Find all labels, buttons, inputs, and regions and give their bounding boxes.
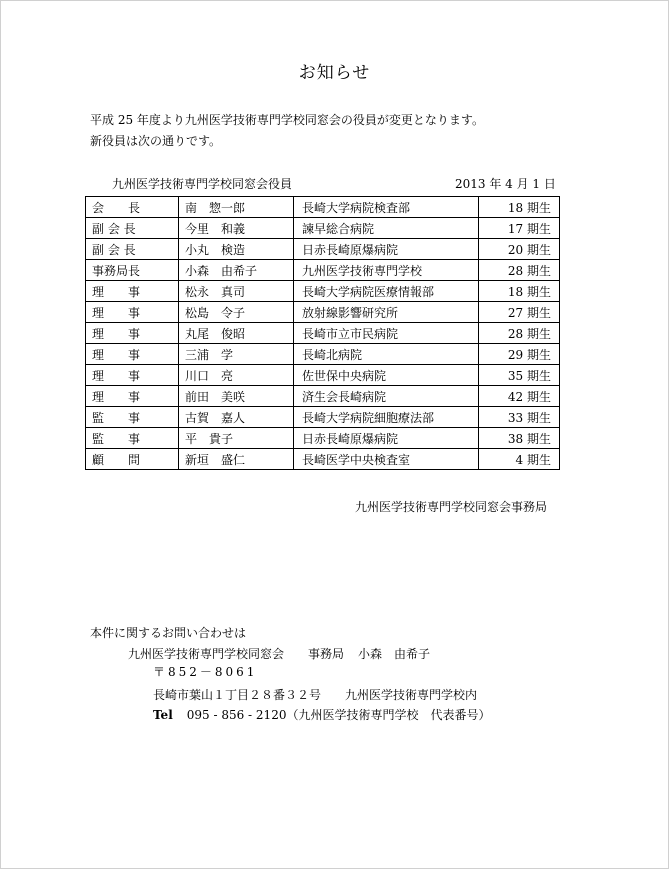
officer-term: 28 期生 — [479, 323, 560, 344]
table-row — [86, 428, 560, 449]
officer-term: 35 期生 — [479, 365, 560, 386]
officer-term: 20 期生 — [479, 239, 560, 260]
contact-organization-line — [128, 645, 430, 662]
officer-role: 理 事 — [86, 365, 179, 386]
officer-role: 理 事 — [86, 302, 179, 323]
officers-table — [85, 196, 560, 470]
table-row — [86, 197, 560, 218]
contact-tel-line — [153, 706, 490, 723]
officer-affiliation: 九州医学技術専門学校 — [294, 260, 479, 281]
contact-postal-code: 〒852－8061 — [153, 665, 258, 679]
contact-address-note: 九州医学技術専門学校内 — [345, 688, 478, 702]
intro-line-2: 新役員は次の通りです。 — [90, 134, 222, 148]
officer-affiliation: 長崎市立市民病院 — [294, 323, 479, 344]
officer-role: 顧 問 — [86, 449, 179, 470]
officer-affiliation: 日赤長崎原爆病院 — [294, 239, 479, 260]
officer-name: 前田 美咲 — [179, 386, 294, 407]
officer-affiliation: 諫早総合病院 — [294, 218, 479, 239]
officer-name: 松島 令子 — [179, 302, 294, 323]
officer-name: 三浦 学 — [179, 344, 294, 365]
table-row — [86, 386, 560, 407]
table-row — [86, 239, 560, 260]
officer-role: 副 会 長 — [86, 218, 179, 239]
officer-name: 古賀 嘉人 — [179, 407, 294, 428]
officer-affiliation: 長崎大学病院医療情報部 — [294, 281, 479, 302]
officers-table-body — [86, 197, 560, 470]
officer-name: 小丸 検造 — [179, 239, 294, 260]
officer-role: 副 会 長 — [86, 239, 179, 260]
officer-affiliation: 佐世保中央病院 — [294, 365, 479, 386]
officer-role: 理 事 — [86, 386, 179, 407]
officer-name: 川口 亮 — [179, 365, 294, 386]
notice-title: お知らせ — [298, 63, 371, 83]
officer-affiliation: 放射線影響研究所 — [294, 302, 479, 323]
officer-affiliation: 済生会長崎病院 — [294, 386, 479, 407]
officer-affiliation: 長崎大学病院細胞療法部 — [294, 407, 479, 428]
contact-address-line — [153, 686, 477, 703]
officer-affiliation: 長崎北病院 — [294, 344, 479, 365]
table-row — [86, 302, 560, 323]
officer-name: 松永 真司 — [179, 281, 294, 302]
officer-affiliation: 日赤長崎原爆病院 — [294, 428, 479, 449]
officer-role: 会 長 — [86, 197, 179, 218]
table-caption: 九州医学技術専門学校同窓会役員 — [112, 177, 293, 191]
office-signature: 九州医学技術専門学校同窓会事務局 — [354, 500, 547, 514]
officer-term: 42 期生 — [479, 386, 560, 407]
officer-term: 18 期生 — [479, 281, 560, 302]
contact-heading: 本件に関するお問い合わせは — [90, 626, 247, 640]
officer-term: 17 期生 — [479, 218, 560, 239]
officer-role: 理 事 — [86, 281, 179, 302]
officer-name: 今里 和義 — [179, 218, 294, 239]
officer-term: 28 期生 — [479, 260, 560, 281]
officer-affiliation: 長崎医学中央検査室 — [294, 449, 479, 470]
officer-role: 理 事 — [86, 344, 179, 365]
contact-org: 九州医学技術専門学校同窓会 — [128, 647, 285, 661]
officer-term: 4 期生 — [479, 449, 560, 470]
table-row — [86, 218, 560, 239]
intro-line-1: 平成 25 年度より九州医学技術専門学校同窓会の役員が変更となります。 — [90, 113, 484, 127]
table-date: 2013 年 4 月 1 日 — [455, 177, 556, 191]
table-row — [86, 449, 560, 470]
contact-address: 長崎市葉山１丁目２８番３２号 — [153, 688, 322, 702]
officer-name: 平 貴子 — [179, 428, 294, 449]
contact-dept: 事務局 — [308, 647, 345, 661]
table-row — [86, 344, 560, 365]
officer-name: 南 惣一郎 — [179, 197, 294, 218]
officer-name: 新垣 盛仁 — [179, 449, 294, 470]
officer-term: 27 期生 — [479, 302, 560, 323]
intro-text — [90, 110, 484, 152]
officer-term: 18 期生 — [479, 197, 560, 218]
officer-role: 監 事 — [86, 428, 179, 449]
table-row — [86, 260, 560, 281]
table-row — [86, 323, 560, 344]
officer-name: 小森 由希子 — [179, 260, 294, 281]
officer-term: 38 期生 — [479, 428, 560, 449]
officer-term: 29 期生 — [479, 344, 560, 365]
officer-role: 監 事 — [86, 407, 179, 428]
contact-tel: 095 - 856 - 2120（九州医学技術専門学校 代表番号） — [186, 708, 491, 722]
officer-role: 理 事 — [86, 323, 179, 344]
table-row — [86, 407, 560, 428]
officer-affiliation: 長崎大学病院検査部 — [294, 197, 479, 218]
officer-term: 33 期生 — [479, 407, 560, 428]
table-row — [86, 365, 560, 386]
officer-name: 丸尾 俊昭 — [179, 323, 294, 344]
contact-tel-label: Tel — [153, 708, 173, 722]
contact-person: 小森 由希子 — [358, 647, 431, 661]
table-row — [86, 281, 560, 302]
officer-role: 事務局長 — [86, 260, 179, 281]
